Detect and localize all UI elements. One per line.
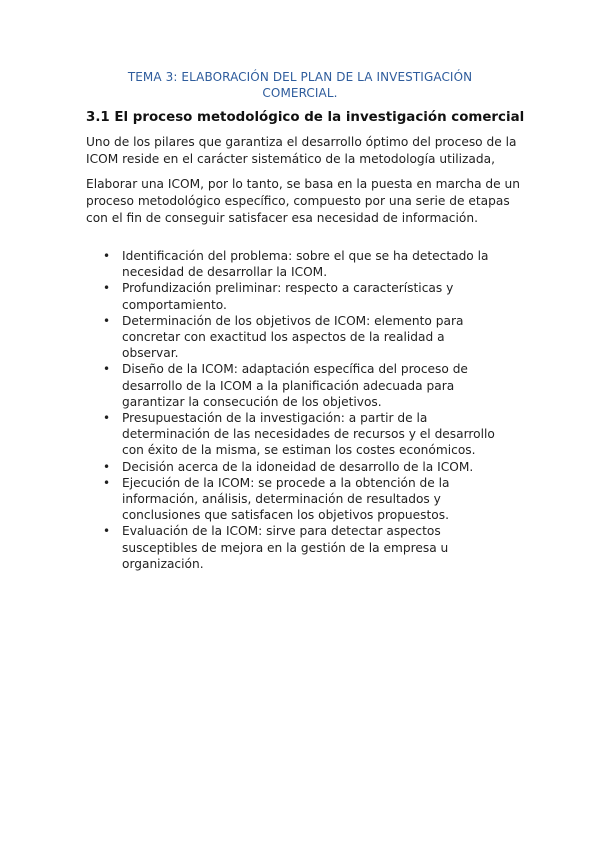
bullet-icon: • (103, 459, 111, 474)
bullet-icon: • (103, 362, 111, 377)
bullet-icon: • (103, 249, 111, 263)
paragraph-intro: Uno de los pilares que garantiza el desarrollo óptimo del proceso de la ICOM reside en el carácter sistemático de la metodología utilizada, (86, 135, 517, 166)
bullet-icon: • (103, 411, 111, 426)
bullet-icon: • (103, 313, 111, 328)
list-item-text: Ejecución de la ICOM: se procede a la obtención de la información, análisis, determinación de resultados y conclusiones que satisfacen los objetivos propuestos. (122, 475, 450, 523)
paragraph-process: Elaborar una ICOM, por lo tanto, se basa en la puesta en marcha de un proceso metodológico específico, compuesto por una serie de etapas con el fin de conseguir satisfacer esa necesidad de información. (86, 177, 520, 225)
list-item (103, 475, 503, 524)
bullet-icon: • (103, 281, 111, 296)
list-item (103, 313, 503, 362)
stages-list (103, 248, 503, 572)
list-item (103, 410, 503, 459)
list-item (103, 523, 503, 572)
list-item (103, 280, 503, 312)
bullet-icon: • (103, 524, 111, 539)
list-item-text: Determinación de los objetivos de ICOM: elemento para concretar con exactitud los aspectos de la realidad a observar. (122, 313, 464, 361)
section-heading: 3.1 El proceso metodológico de la investigación comercial (86, 110, 525, 125)
list-item-text: Diseño de la ICOM: adaptación específica del proceso de desarrollo de la ICOM a la planificación adecuada para garantizar la consecución de los objetivos. (122, 362, 468, 409)
list-item (103, 248, 503, 280)
list-item-text: Evaluación de la ICOM: sirve para detectar aspectos susceptibles de mejora en la gestión de la empresa u organización. (122, 524, 449, 571)
list-item-text: Identificación del problema: sobre el que se ha detectado la necesidad de desarrollar la ICOM. (122, 249, 489, 280)
list-item-text: Presupuestación de la investigación: a partir de la determinación de las necesidades de recursos y el desarrollo con éxito de la misma, se estiman los costes económicos. (122, 411, 495, 458)
list-item (103, 361, 503, 410)
bullet-icon: • (103, 475, 111, 490)
list-item-text: Profundización preliminar: respecto a características y comportamiento. (122, 281, 454, 312)
document-title: TEMA 3: ELABORACIÓN DEL PLAN DE LA INVESTIGACIÓN COMERCIAL. (127, 70, 473, 100)
list-item-text: Decisión acerca de la idoneidad de desarrollo de la ICOM. (122, 459, 474, 474)
list-item (103, 459, 503, 475)
